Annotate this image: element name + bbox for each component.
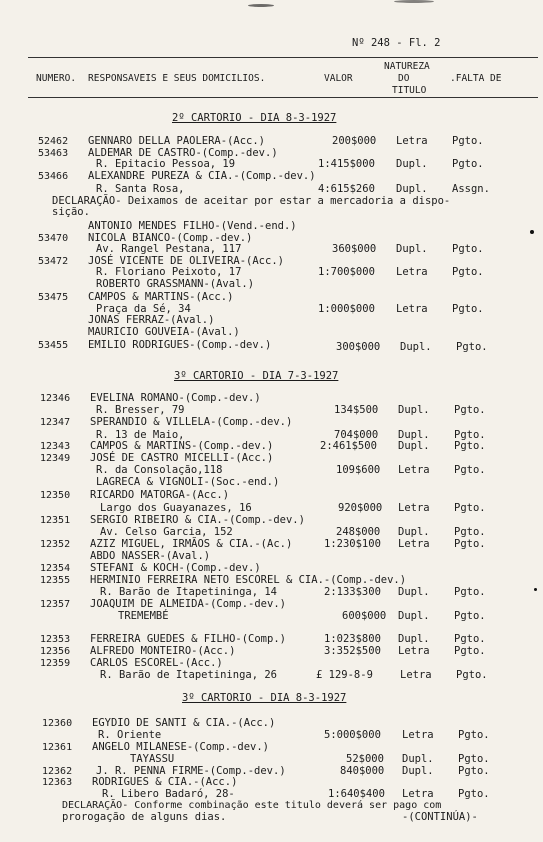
row-value: 1:023$800 — [324, 633, 381, 645]
row-address: R. Libero Badaró, 28- — [102, 788, 235, 800]
row-address: R. Santa Rosa, — [96, 183, 185, 195]
row-value: 920$000 — [338, 502, 383, 514]
row-value: 300$000 — [336, 341, 381, 353]
row-address: R. Epitacio Pessoa, 19 — [96, 158, 236, 170]
row-number: 12347 — [40, 417, 71, 428]
row-value: 1:415$000 — [318, 158, 375, 170]
row-type: Dupl. — [400, 341, 432, 353]
row-responsible: NICOLA BIANCO-(Comp.-dev.) — [88, 232, 253, 244]
row-address: R. Bresser, 79 — [96, 404, 185, 416]
row-value: £ 129-8-9 — [316, 669, 373, 681]
row-responsible: EGYDIO DE SANTI & CIA.-(Acc.) — [92, 717, 276, 729]
row-responsible: JOSÉ DE CASTRO MICELLI-(Acc.) — [90, 452, 274, 464]
row-responsible: J. R. PENNA FIRME-(Comp.-dev.) — [96, 765, 286, 777]
row-reason: Pgto. — [452, 243, 484, 255]
row-responsible: JOAQUIM DE ALMEIDA-(Comp.-dev.) — [90, 598, 286, 610]
col-numero: NUMERO. — [36, 73, 77, 84]
row-value: 2:133$300 — [324, 586, 381, 598]
row-number: 12354 — [40, 563, 71, 574]
row-number: 12343 — [40, 441, 71, 452]
row-value: 360$000 — [332, 243, 377, 255]
row-reason: Pgto. — [452, 303, 484, 315]
row-type: Dupl. — [398, 429, 430, 441]
row-responsible: STEFANI & KOCH-(Comp.-dev.) — [90, 562, 261, 574]
row-type: Letra — [398, 645, 430, 657]
row-address: R. 13 de Maio, — [96, 429, 185, 441]
row-reason: Pgto. — [454, 586, 486, 598]
col-falta-de: .FALTA DE — [450, 73, 502, 84]
row-address: R. Barão de Itapetininga, 26 — [100, 669, 278, 681]
row-number: 12349 — [40, 453, 71, 464]
row-value: 3:352$500 — [324, 645, 381, 657]
declaration-line: sição. — [52, 206, 90, 218]
row-responsible: RODRIGUES & CIA.-(Acc.) — [92, 776, 238, 788]
col-natureza-2: DO — [398, 73, 410, 84]
row-address: Av. Rangel Pestana, 117 — [96, 243, 242, 255]
row-responsible: ROBERTO GRASSMANN-(Aval.) — [96, 278, 255, 290]
row-type: Letra — [402, 729, 434, 741]
row-number: 12352 — [40, 539, 71, 550]
row-reason: Assgn. — [452, 183, 490, 195]
row-number: 12363 — [42, 777, 73, 788]
scan-speck — [248, 4, 274, 7]
row-value: 1:230$100 — [324, 538, 381, 550]
row-responsible: FERREIRA GUEDES & FILHO-(Comp.) — [90, 633, 286, 645]
row-responsible: ALFREDO MONTEIRO-(Acc.) — [90, 645, 236, 657]
row-responsible: HERMINIO FERREIRA NETO ESCOREL & CIA.-(Comp.-dev.) — [90, 574, 407, 586]
row-number: 53455 — [38, 340, 69, 351]
row-reason: Pgto. — [456, 669, 488, 681]
row-type: Letra — [398, 502, 430, 514]
page-reference: Nº 248 - Fl. 2 — [352, 37, 441, 49]
col-responsaveis: RESPONSAVEIS E SEUS DOMICILIOS. — [88, 73, 266, 84]
row-number: 53470 — [38, 233, 69, 244]
scan-speck — [394, 0, 434, 3]
row-number: 52462 — [38, 136, 69, 147]
row-value: 4:615$260 — [318, 183, 375, 195]
row-address: Praça da Sé, 34 — [96, 303, 191, 315]
row-type: Letra — [396, 303, 428, 315]
row-value: 600$000 — [342, 610, 387, 622]
row-type: Dupl. — [398, 610, 430, 622]
section-title: 2º CARTORIO - DIA 8-3-1927 — [172, 112, 337, 124]
row-reason: Pgto. — [454, 502, 486, 514]
row-value: 1:000$000 — [318, 303, 375, 315]
row-responsible: JONAS FERRAZ-(Aval.) — [88, 314, 215, 326]
row-value: 200$000 — [332, 135, 377, 147]
row-reason: Pgto. — [458, 729, 490, 741]
row-number: 53466 — [38, 171, 69, 182]
row-responsible: AZIZ MIGUEL, IRMÃOS & CIA.-(Ac.) — [90, 538, 293, 550]
row-number: 12359 — [40, 658, 71, 669]
row-value: 134$500 — [334, 404, 379, 416]
row-reason: Pgto. — [452, 135, 484, 147]
row-number: 12362 — [42, 766, 73, 777]
row-number: 53475 — [38, 292, 69, 303]
row-value: 109$600 — [336, 464, 381, 476]
row-type: Dupl. — [398, 586, 430, 598]
row-type: Letra — [398, 464, 430, 476]
row-responsible: MAURICIO GOUVEIA-(Aval.) — [88, 326, 240, 338]
row-responsible: EVELINA ROMANO-(Comp.-dev.) — [90, 392, 261, 404]
row-reason: Pgto. — [454, 610, 486, 622]
continued-label: -(CONTINÚA)- — [402, 811, 478, 823]
header-top-rule — [28, 57, 538, 58]
row-responsible: ANTONIO MENDES FILHO-(Vend.-end.) — [88, 220, 297, 232]
row-number: 12356 — [40, 646, 71, 657]
row-responsible: ALEXANDRE PUREZA & CIA.-(Comp.-dev.) — [88, 170, 316, 182]
row-responsible: CARLOS ESCOREL-(Acc.) — [90, 657, 223, 669]
row-reason: Pgto. — [454, 633, 486, 645]
row-responsible: JOSÉ VICENTE DE OLIVEIRA-(Acc.) — [88, 255, 284, 267]
row-address: TREMEMBÉ — [118, 610, 169, 622]
row-type: Letra — [396, 135, 428, 147]
row-reason: Pgto. — [454, 404, 486, 416]
row-value: 52$000 — [346, 753, 384, 765]
row-type: Dupl. — [396, 183, 428, 195]
row-responsible: CAMPOS & MARTINS-(Comp.-dev.) — [90, 440, 274, 452]
row-address: R. Oriente — [98, 729, 162, 741]
row-reason: Pgto. — [456, 341, 488, 353]
row-number: 12361 — [42, 742, 73, 753]
row-responsible: EMILIO RODRIGUES-(Comp.-dev.) — [88, 339, 272, 351]
row-responsible: ABDO NASSER-(Aval.) — [90, 550, 211, 562]
row-type: Dupl. — [398, 526, 430, 538]
scan-speck — [534, 588, 537, 591]
row-reason: Pgto. — [454, 538, 486, 550]
row-number: 12346 — [40, 393, 71, 404]
row-type: Dupl. — [396, 243, 428, 255]
row-type: Letra — [396, 266, 428, 278]
row-responsible: GENNARO DELLA PAOLERA-(Acc.) — [88, 135, 266, 147]
col-natureza-1: NATUREZA — [384, 61, 430, 72]
row-responsible: SPERANDIO & VILLELA-(Comp.-dev.) — [90, 416, 293, 428]
row-responsible: ANGELO MILANESE-(Comp.-dev.) — [92, 741, 270, 753]
row-type: Dupl. — [402, 765, 434, 777]
row-number: 12353 — [40, 634, 71, 645]
row-value: 840$000 — [340, 765, 385, 777]
row-reason: Pgto. — [454, 645, 486, 657]
row-value: 1:640$400 — [328, 788, 385, 800]
col-valor: VALOR — [324, 73, 353, 84]
row-number: 12357 — [40, 599, 71, 610]
row-responsible: SERGIO RIBEIRO & CIA.-(Comp.-dev.) — [90, 514, 305, 526]
row-value: 2:461$500 — [320, 440, 377, 452]
row-number: 12360 — [42, 718, 73, 729]
row-reason: Pgto. — [458, 753, 490, 765]
row-number: 12355 — [40, 575, 71, 586]
row-address: R. Barão de Itapetininga, 14 — [100, 586, 278, 598]
row-address: TAYASSU — [130, 753, 175, 765]
row-responsible: RICARDO MATORGA-(Acc.) — [90, 489, 230, 501]
row-address: Av. Celso Garcia, 152 — [100, 526, 233, 538]
row-type: Dupl. — [398, 404, 430, 416]
row-type: Dupl. — [398, 440, 430, 452]
row-reason: Pgto. — [452, 158, 484, 170]
row-value: 1:700$000 — [318, 266, 375, 278]
declaration-line: DECLARAÇÃO- Deixamos de aceitar por estar a mercadoria a dispo- — [52, 195, 451, 207]
row-reason: Pgto. — [458, 765, 490, 777]
row-value: 704$000 — [334, 429, 379, 441]
scan-speck — [530, 230, 534, 234]
row-reason: Pgto. — [454, 429, 486, 441]
row-type: Dupl. — [398, 633, 430, 645]
row-address: R. da Consolação,118 — [96, 464, 223, 476]
section-title: 3º CARTORIO - DIA 7-3-1927 — [174, 370, 339, 382]
section-title: 3º CARTORIO - DIA 8-3-1927 — [182, 692, 347, 704]
row-reason: Pgto. — [458, 788, 490, 800]
row-reason: Pgto. — [454, 440, 486, 452]
row-type: Dupl. — [402, 753, 434, 765]
row-reason: Pgto. — [454, 464, 486, 476]
header-bottom-rule — [28, 97, 538, 98]
row-number: 12350 — [40, 490, 71, 501]
declaration-line: DECLARAÇÃO- Conforme combinação este titulo deverá ser pago com — [62, 800, 442, 811]
row-number: 53463 — [38, 148, 69, 159]
row-responsible: ALDEMAR DE CASTRO-(Comp.-dev.) — [88, 147, 278, 159]
row-value: 248$000 — [336, 526, 381, 538]
col-natureza-3: TITULO — [392, 85, 427, 96]
row-reason: Pgto. — [452, 266, 484, 278]
row-address: Largo dos Guayanazes, 16 — [100, 502, 252, 514]
row-value: 5:000$000 — [324, 729, 381, 741]
row-type: Dupl. — [396, 158, 428, 170]
row-type: Letra — [398, 538, 430, 550]
row-responsible: CAMPOS & MARTINS-(Acc.) — [88, 291, 234, 303]
row-responsible: LAGRECA & VIGNOLI-(Soc.-end.) — [96, 476, 280, 488]
row-type: Letra — [402, 788, 434, 800]
row-address: R. Floriano Peixoto, 17 — [96, 266, 242, 278]
declaration-line: prorogação de alguns dias. — [62, 811, 227, 823]
row-reason: Pgto. — [454, 526, 486, 538]
row-number: 53472 — [38, 256, 69, 267]
row-type: Letra — [400, 669, 432, 681]
row-number: 12351 — [40, 515, 71, 526]
